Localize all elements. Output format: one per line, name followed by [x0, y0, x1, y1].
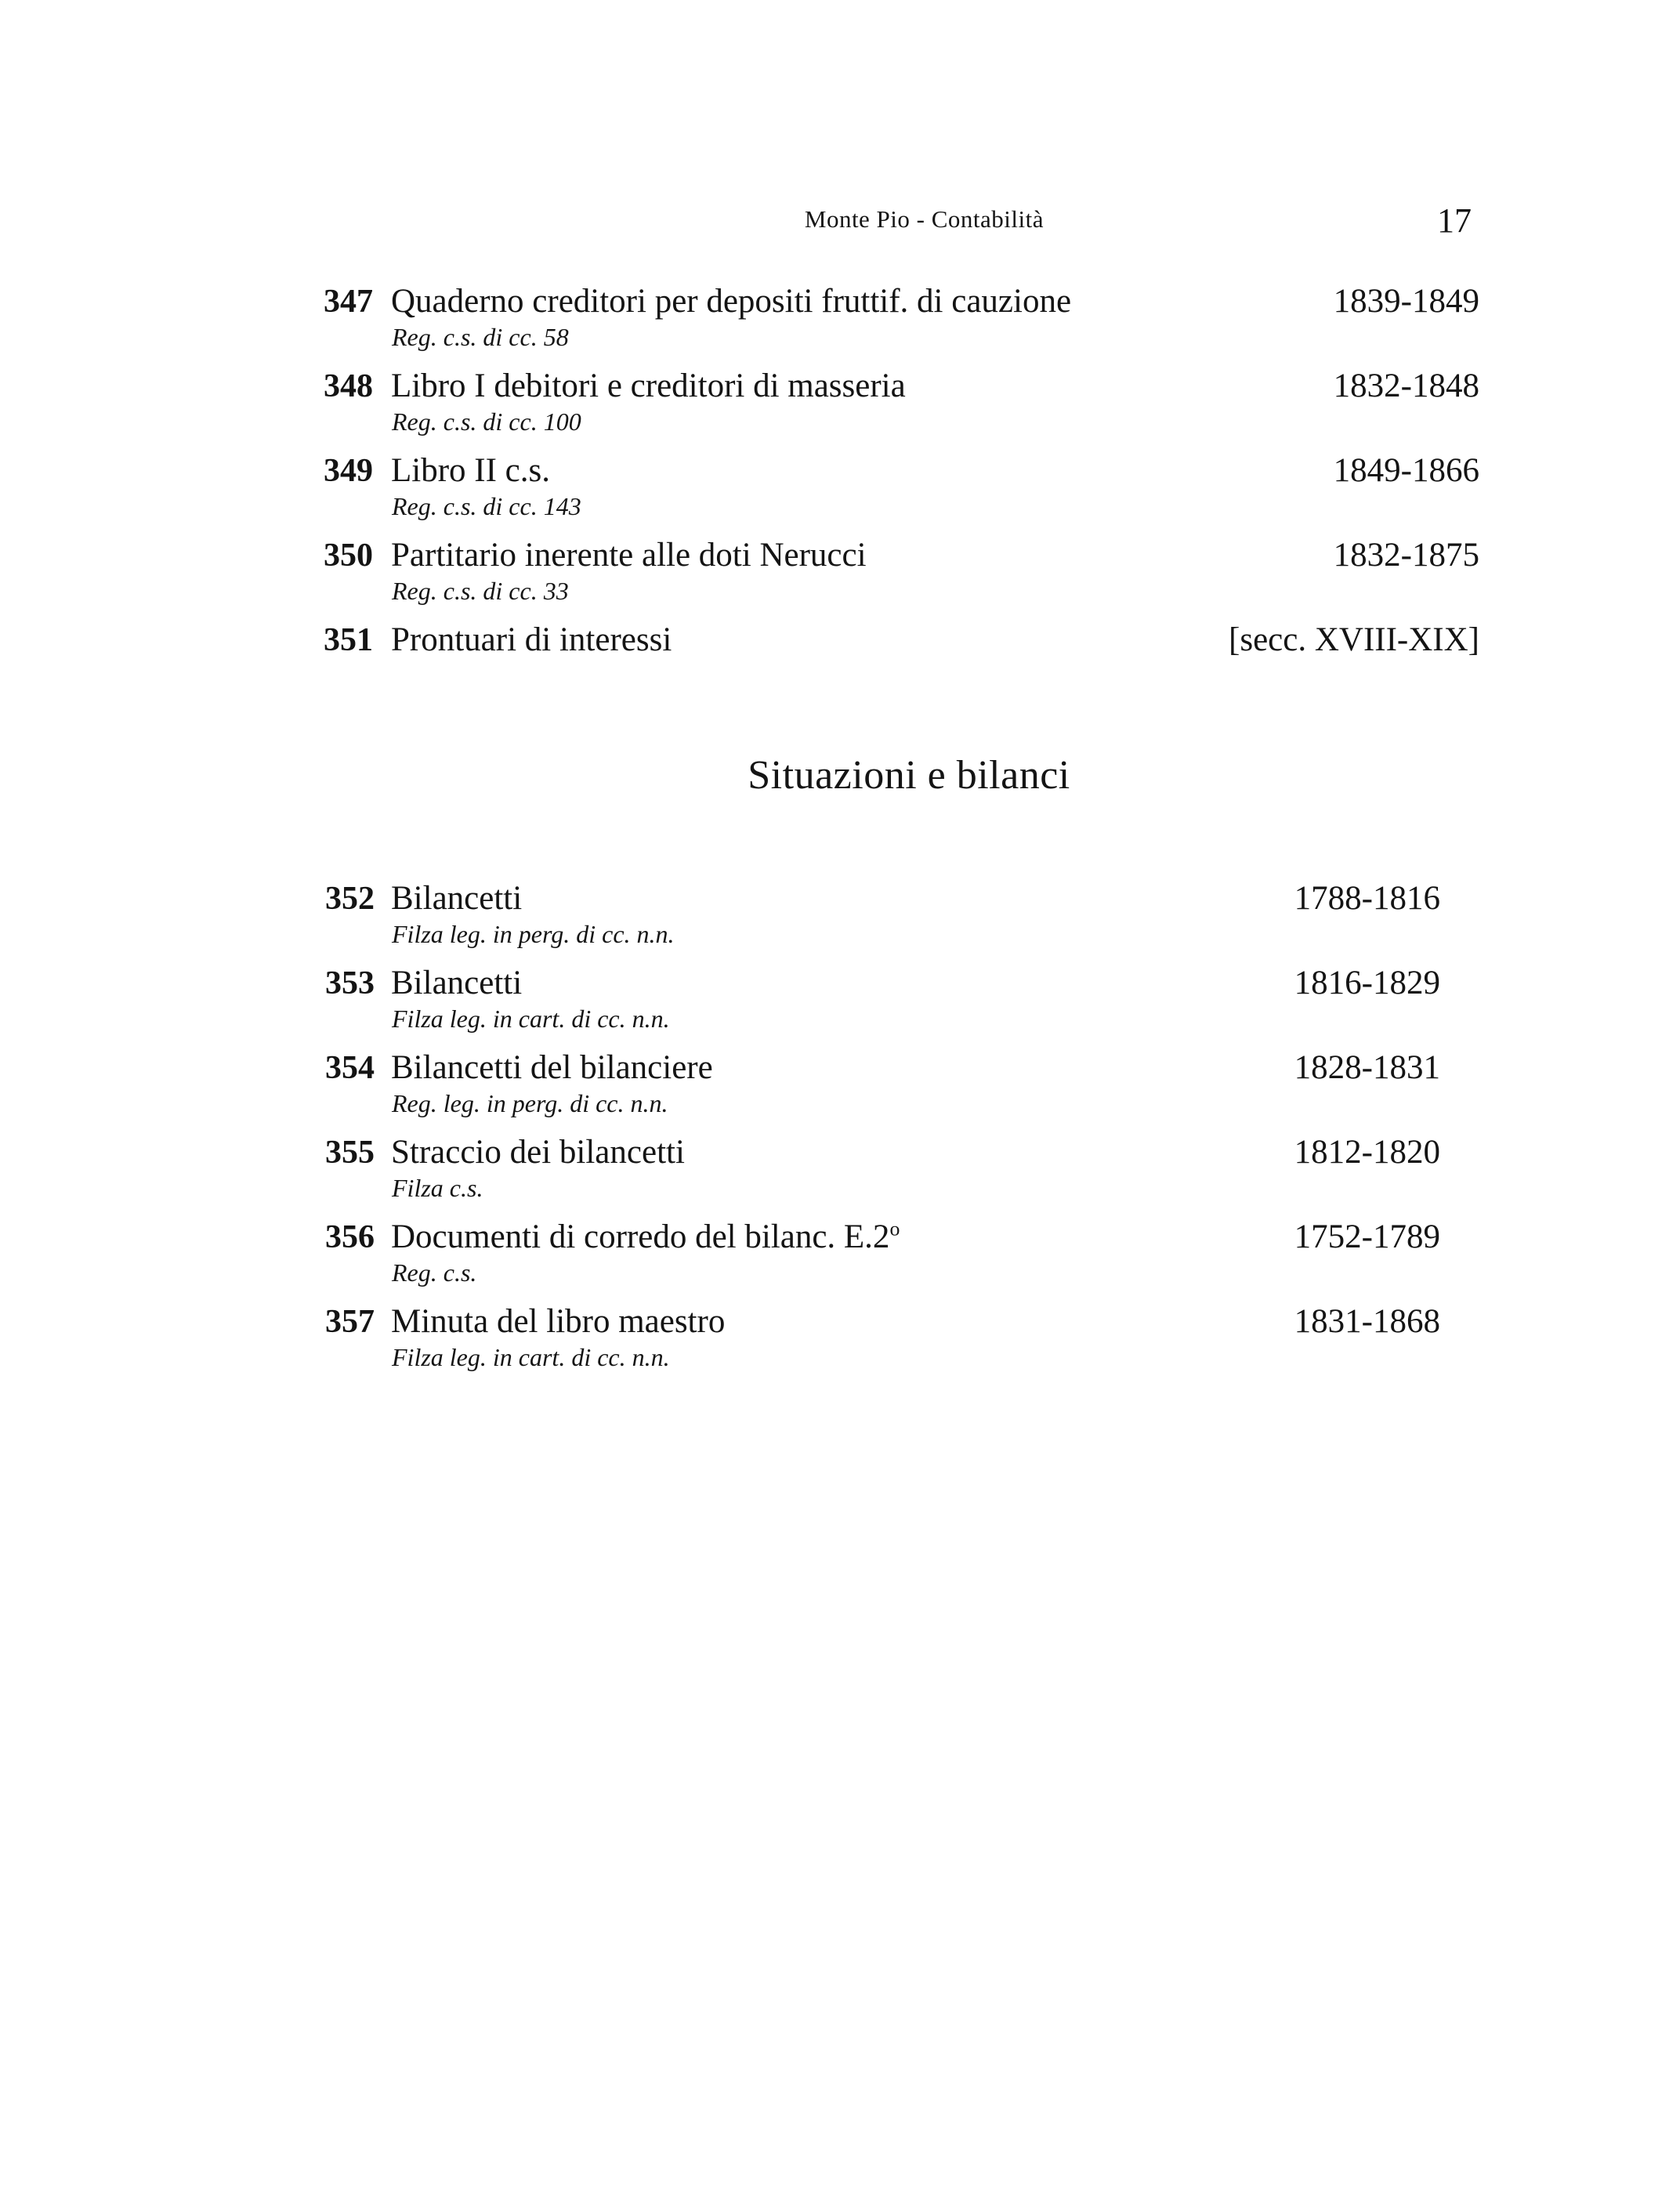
entry-description: Reg. leg. in perg. di cc. n.n. — [392, 1089, 668, 1117]
entry-date: 1839-1849 — [1333, 283, 1479, 320]
entry-date: [secc. XVIII-XIX] — [1229, 621, 1479, 658]
entry-number: 353 — [325, 965, 375, 1001]
entry-351 — [0, 622, 1680, 707]
entry-number: 351 — [324, 622, 373, 658]
entry-title: Minuta del libro maestro — [391, 1303, 726, 1340]
entry-date: 1788-1816 — [1294, 880, 1440, 917]
entries-list-balances — [0, 881, 1680, 1388]
entry-title: Prontuari di interessi — [391, 621, 672, 658]
entry-description: Filza leg. in perg. di cc. n.n. — [392, 920, 675, 948]
entry-number: 355 — [325, 1135, 375, 1171]
entry-350 — [0, 538, 1680, 622]
entry-number: 354 — [325, 1050, 375, 1086]
entry-number: 350 — [324, 538, 373, 574]
entry-title: Libro I debitori e creditori di masseria — [391, 367, 906, 404]
entry-title: Bilancetti del bilanciere — [391, 1049, 713, 1086]
entry-354 — [0, 1050, 1680, 1135]
entry-number: 352 — [325, 881, 375, 917]
entry-date: 1832-1848 — [1333, 367, 1479, 404]
entry-347 — [0, 284, 1680, 368]
entry-348 — [0, 368, 1680, 453]
entry-number: 349 — [324, 453, 373, 489]
entry-title: Bilancetti — [391, 965, 523, 1001]
entry-date: 1752-1789 — [1294, 1218, 1440, 1255]
entry-357 — [0, 1304, 1680, 1388]
title-superscript: o — [889, 1217, 900, 1240]
entry-date: 1831-1868 — [1294, 1303, 1440, 1340]
entry-description: Reg. c.s. di cc. 58 — [392, 323, 569, 351]
entry-date: 1832-1875 — [1333, 537, 1479, 574]
entry-title: Quaderno creditori per depositi fruttif. di cauzione — [391, 283, 1072, 320]
entry-number: 356 — [325, 1219, 375, 1255]
entry-description: Reg. c.s. di cc. 100 — [392, 407, 581, 436]
entry-title-wrapper — [391, 1219, 900, 1255]
entry-title: Straccio dei bilancetti — [391, 1134, 685, 1171]
entry-date: 1812-1820 — [1294, 1134, 1440, 1171]
entries-list-accounts — [0, 284, 1680, 707]
entry-description: Reg. c.s. di cc. 33 — [392, 577, 569, 605]
entry-title: Bilancetti — [391, 880, 523, 917]
entry-description: Filza leg. in cart. di cc. n.n. — [392, 1343, 670, 1371]
entry-349 — [0, 453, 1680, 538]
entry-number: 347 — [324, 284, 373, 320]
entry-date: 1828-1831 — [1294, 1049, 1440, 1086]
entry-description: Filza leg. in cart. di cc. n.n. — [392, 1005, 670, 1033]
entry-title: Documenti di corredo del bilanc. E.2 — [391, 1218, 890, 1255]
entry-title: Libro II c.s. — [391, 452, 550, 489]
entry-date: 1849-1866 — [1333, 452, 1479, 489]
entry-description: Filza c.s. — [392, 1174, 483, 1202]
entry-date: 1816-1829 — [1294, 965, 1440, 1001]
entry-352 — [0, 881, 1680, 965]
entry-353 — [0, 965, 1680, 1050]
entry-number: 357 — [325, 1304, 375, 1340]
entry-355 — [0, 1135, 1680, 1219]
entry-number: 348 — [324, 368, 373, 404]
running-head: Monte Pio - Contabilità — [804, 205, 1044, 233]
entry-description: Reg. c.s. — [392, 1258, 477, 1287]
entry-title: Partitario inerente alle doti Nerucci — [391, 537, 867, 574]
entry-description: Reg. c.s. di cc. 143 — [392, 492, 581, 520]
page-number: 17 — [1437, 201, 1472, 240]
section-title: Situazioni e bilanci — [748, 753, 1070, 798]
entry-356 — [0, 1219, 1680, 1304]
